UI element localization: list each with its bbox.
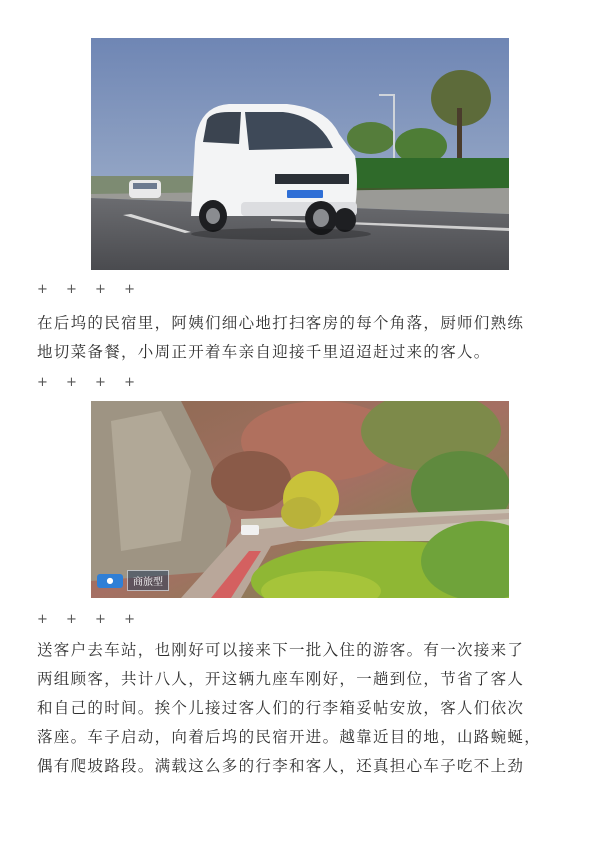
paragraph-line: 送客户去车站，也刚好可以接来下一批入住的游客。有一次接来了: [37, 641, 525, 659]
mountain-road-image: [91, 401, 509, 598]
paragraph-1: [37, 309, 577, 367]
van-road-image: [91, 38, 509, 270]
paragraph-line: 和自己的时间。挨个儿接过客人们的行李箱妥帖安放，客人们依次: [37, 699, 525, 717]
mountain-photo: [91, 401, 509, 598]
section-separator: + + + +: [37, 612, 142, 627]
van-photo: [91, 38, 509, 270]
channel-logo-icon: ●: [97, 574, 123, 588]
paragraph-line: 两组顾客，共计八人，开这辆九座车刚好，一趟到位，节省了客人: [37, 670, 525, 688]
paragraph-line: 落座。车子启动，向着后坞的民宿开进。越靠近目的地，山路蜿蜒，: [37, 728, 542, 746]
badge-tag: 商旅型: [127, 570, 169, 591]
source-badge: [97, 570, 169, 591]
section-separator: + + + +: [37, 282, 142, 297]
paragraph-line: 地切菜备餐，小周正开着车亲自迎接千里迢迢赶过来的客人。: [37, 343, 491, 361]
section-separator: + + + +: [37, 375, 142, 390]
paragraph-2: [37, 636, 577, 781]
paragraph-line: 在后坞的民宿里，阿姨们细心地打扫客房的每个角落，厨师们熟练: [37, 314, 525, 332]
paragraph-line: 偶有爬坡路段。满载这么多的行李和客人，还真担心车子吃不上劲: [37, 757, 525, 775]
